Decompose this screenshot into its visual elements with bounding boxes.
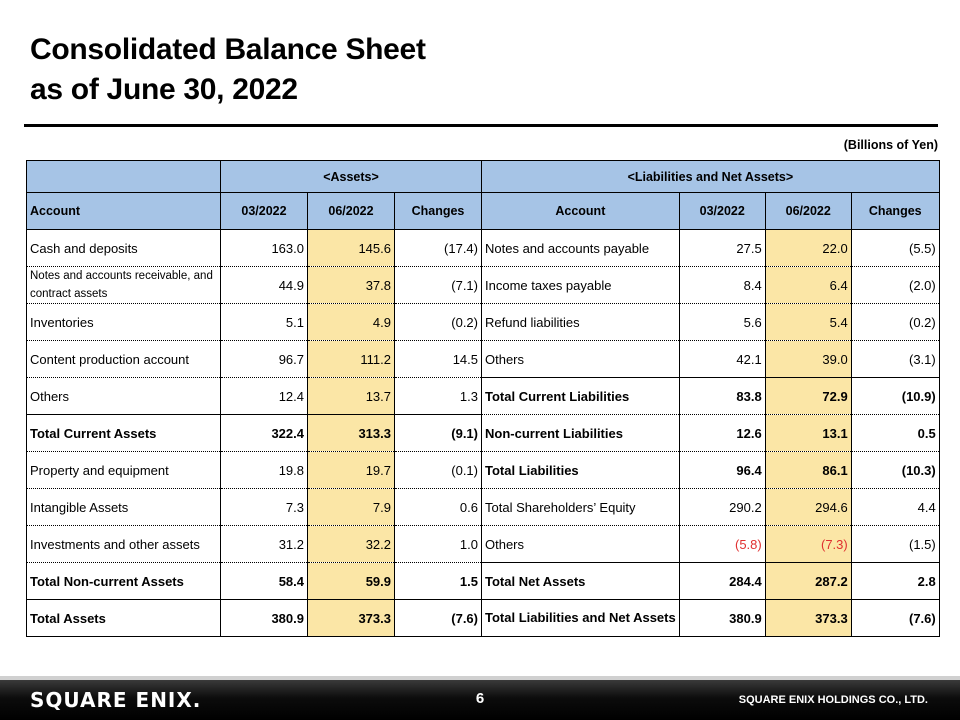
asset-account-cell: Cash and deposits <box>27 230 221 267</box>
footer-bar <box>0 680 960 720</box>
liability-0322-cell: 96.4 <box>679 452 765 489</box>
liability-account-cell: Total Liabilities <box>482 452 680 489</box>
asset-changes-cell: (7.1) <box>395 267 482 304</box>
liability-account-cell: Total Liabilities and Net Assets <box>482 600 680 637</box>
asset-0322-cell: 96.7 <box>221 341 308 378</box>
liabilities-group-label: <Liabilities and Net Assets> <box>482 161 940 193</box>
asset-changes-cell: (17.4) <box>395 230 482 267</box>
assets-group-label: <Assets> <box>221 161 482 193</box>
assets-account-header: Account <box>27 193 221 230</box>
liability-changes-cell: 2.8 <box>851 563 939 600</box>
asset-0622-cell: 37.8 <box>308 267 395 304</box>
asset-0622-cell: 111.2 <box>308 341 395 378</box>
liability-changes-cell: 0.5 <box>851 415 939 452</box>
asset-0622-cell: 59.9 <box>308 563 395 600</box>
liability-account-cell: Non-current Liabilities <box>482 415 680 452</box>
asset-0622-cell: 145.6 <box>308 230 395 267</box>
table-row <box>27 304 940 341</box>
asset-changes-cell: 0.6 <box>395 489 482 526</box>
asset-account-cell: Total Assets <box>27 600 221 637</box>
asset-changes-cell: 1.5 <box>395 563 482 600</box>
table-row <box>27 378 940 415</box>
table-row <box>27 230 940 267</box>
liability-changes-cell: (3.1) <box>851 341 939 378</box>
liability-0622-cell: 39.0 <box>765 341 851 378</box>
asset-account-cell: Inventories <box>27 304 221 341</box>
liability-0622-cell: 13.1 <box>765 415 851 452</box>
table-row <box>27 526 940 563</box>
group-header-row <box>27 161 940 193</box>
asset-0322-cell: 322.4 <box>221 415 308 452</box>
asset-account-cell: Others <box>27 378 221 415</box>
asset-0622-cell: 13.7 <box>308 378 395 415</box>
liability-0622-cell: 86.1 <box>765 452 851 489</box>
asset-0622-cell: 19.7 <box>308 452 395 489</box>
liability-account-cell: Total Net Assets <box>482 563 680 600</box>
asset-account-cell: Content production account <box>27 341 221 378</box>
liability-0322-cell: 290.2 <box>679 489 765 526</box>
asset-0322-cell: 5.1 <box>221 304 308 341</box>
liability-0622-cell: (7.3) <box>765 526 851 563</box>
units-label: (Billions of Yen) <box>843 138 938 152</box>
asset-0322-cell: 19.8 <box>221 452 308 489</box>
liability-0322-cell: 5.6 <box>679 304 765 341</box>
group-header-blank <box>27 161 221 193</box>
liability-0322-cell: 284.4 <box>679 563 765 600</box>
liability-0622-cell: 22.0 <box>765 230 851 267</box>
liabilities-changes-header: Changes <box>851 193 939 230</box>
liability-0322-cell: 380.9 <box>679 600 765 637</box>
asset-account-cell: Notes and accounts receivable, and contract assets <box>27 267 221 304</box>
company-logo: SQUARE ENIX. <box>30 688 202 712</box>
asset-changes-cell: 1.0 <box>395 526 482 563</box>
liability-changes-cell: (10.3) <box>851 452 939 489</box>
liability-0322-cell: 42.1 <box>679 341 765 378</box>
asset-account-cell: Property and equipment <box>27 452 221 489</box>
page-title <box>30 30 426 110</box>
liability-account-cell: Total Current Liabilities <box>482 378 680 415</box>
asset-changes-cell: (0.1) <box>395 452 482 489</box>
liability-0322-cell: 27.5 <box>679 230 765 267</box>
page-number: 6 <box>475 690 485 707</box>
liability-0622-cell: 6.4 <box>765 267 851 304</box>
liability-changes-cell: (5.5) <box>851 230 939 267</box>
liability-0322-cell: 8.4 <box>679 267 765 304</box>
title-line-2: as of June 30, 2022 <box>30 73 298 106</box>
liability-changes-cell: (1.5) <box>851 526 939 563</box>
liability-0622-cell: 294.6 <box>765 489 851 526</box>
asset-changes-cell: (0.2) <box>395 304 482 341</box>
title-line-1: Consolidated Balance Sheet <box>30 33 426 66</box>
table-row <box>27 452 940 489</box>
asset-0622-cell: 313.3 <box>308 415 395 452</box>
liability-0322-cell: 83.8 <box>679 378 765 415</box>
table-row <box>27 489 940 526</box>
asset-0322-cell: 58.4 <box>221 563 308 600</box>
asset-account-cell: Intangible Assets <box>27 489 221 526</box>
company-name: SQUARE ENIX HOLDINGS CO., LTD. <box>738 694 928 706</box>
asset-0622-cell: 32.2 <box>308 526 395 563</box>
liability-0622-cell: 373.3 <box>765 600 851 637</box>
asset-changes-cell: (7.6) <box>395 600 482 637</box>
table-row <box>27 563 940 600</box>
assets-p1-header: 03/2022 <box>221 193 308 230</box>
asset-changes-cell: (9.1) <box>395 415 482 452</box>
assets-p2-header: 06/2022 <box>308 193 395 230</box>
column-header-row <box>27 193 940 230</box>
liability-0622-cell: 72.9 <box>765 378 851 415</box>
asset-changes-cell: 14.5 <box>395 341 482 378</box>
liability-account-cell: Refund liabilities <box>482 304 680 341</box>
liability-changes-cell: (10.9) <box>851 378 939 415</box>
table-row <box>27 267 940 304</box>
assets-changes-header: Changes <box>395 193 482 230</box>
asset-0322-cell: 44.9 <box>221 267 308 304</box>
asset-0322-cell: 7.3 <box>221 489 308 526</box>
liabilities-account-header: Account <box>482 193 680 230</box>
asset-account-cell: Total Current Assets <box>27 415 221 452</box>
asset-0322-cell: 12.4 <box>221 378 308 415</box>
liability-account-cell: Others <box>482 341 680 378</box>
asset-0622-cell: 4.9 <box>308 304 395 341</box>
asset-account-cell: Total Non-current Assets <box>27 563 221 600</box>
liability-changes-cell: (0.2) <box>851 304 939 341</box>
liability-0322-cell: 12.6 <box>679 415 765 452</box>
liability-changes-cell: (7.6) <box>851 600 939 637</box>
liability-changes-cell: 4.4 <box>851 489 939 526</box>
asset-0622-cell: 7.9 <box>308 489 395 526</box>
asset-0322-cell: 380.9 <box>221 600 308 637</box>
liabilities-p1-header: 03/2022 <box>679 193 765 230</box>
liability-changes-cell: (2.0) <box>851 267 939 304</box>
liability-account-cell: Income taxes payable <box>482 267 680 304</box>
balance-sheet-table <box>26 160 940 637</box>
table-row <box>27 341 940 378</box>
liability-0622-cell: 5.4 <box>765 304 851 341</box>
liability-0622-cell: 287.2 <box>765 563 851 600</box>
liability-account-cell: Total Shareholders’ Equity <box>482 489 680 526</box>
asset-0322-cell: 163.0 <box>221 230 308 267</box>
table-row <box>27 415 940 452</box>
liability-account-cell: Others <box>482 526 680 563</box>
liability-account-cell: Notes and accounts payable <box>482 230 680 267</box>
liability-0322-cell: (5.8) <box>679 526 765 563</box>
asset-0322-cell: 31.2 <box>221 526 308 563</box>
table-row <box>27 600 940 637</box>
asset-account-cell: Investments and other assets <box>27 526 221 563</box>
title-divider <box>24 124 938 127</box>
asset-changes-cell: 1.3 <box>395 378 482 415</box>
asset-0622-cell: 373.3 <box>308 600 395 637</box>
liabilities-p2-header: 06/2022 <box>765 193 851 230</box>
